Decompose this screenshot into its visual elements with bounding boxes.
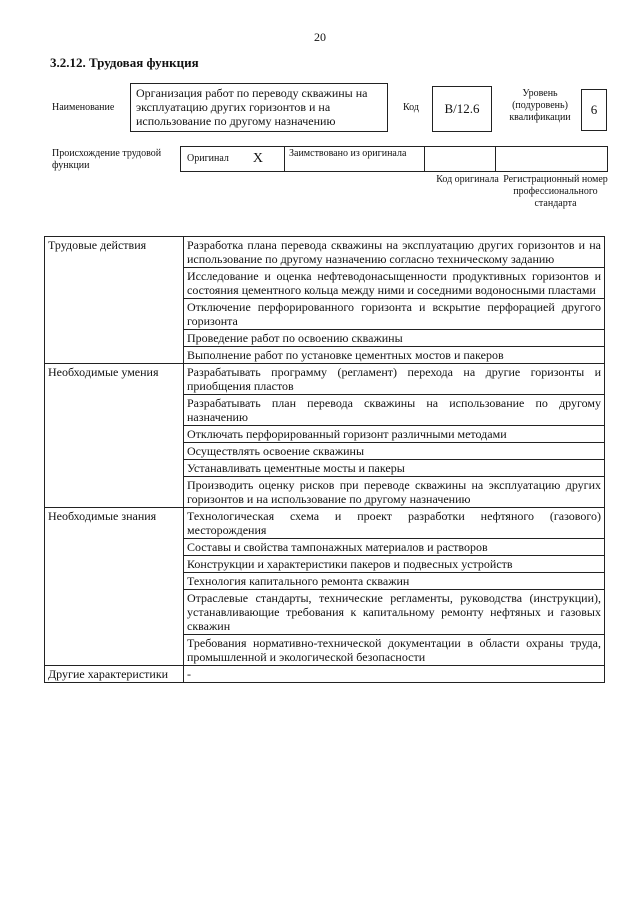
required-skills-item: Производить оценку рисков при переводе скважины на эксплуатацию других горизонтов и на использование по другому назначению: [184, 477, 605, 508]
required-knowledge-item: Отраслевые стандарты, технические регламенты, руководства (инструкции), устанавливающие требования к капитальному ремонту нефтяных и газовых скважин: [184, 590, 605, 635]
origin-label: Происхождение трудовой функции: [52, 148, 162, 171]
table-row: [45, 237, 605, 268]
qualification-level: 6: [581, 89, 607, 131]
required-skills-item: Разрабатывать план перевода скважины на использование по другому назначению: [184, 395, 605, 426]
labor-actions-item: Отключение перфорированного горизонта и вскрытие перфорацией другого горизонта: [184, 299, 605, 330]
labor-actions-item: Выполнение работ по установке цементных мостов и пакеров: [184, 347, 605, 364]
origin-reg-cell: [495, 147, 607, 171]
origin-code-cell: [424, 147, 495, 171]
function-name: Организация работ по переводу скважины на эксплуатацию других горизонтов и на использование по другому назначению: [130, 83, 388, 132]
required-skills-item: Устанавливать цементные мосты и пакеры: [184, 460, 605, 477]
table-row: [45, 364, 605, 395]
labor-actions-item: Проведение работ по освоению скважины: [184, 330, 605, 347]
origin-borrowed-label: Заимствовано из оригинала: [284, 147, 424, 171]
function-code: B/12.6: [432, 86, 492, 132]
function-table: [44, 236, 605, 683]
required-skills-item: Отключать перфорированный горизонт различными методами: [184, 426, 605, 443]
labor-actions-item: Разработка плана перевода скважины на эксплуатацию других горизонтов и на использование по другому назначению согласно техническому заданию: [184, 237, 605, 268]
origin-grid: [180, 146, 608, 172]
required-knowledge-item: Конструкции и характеристики пакеров и подвесных устройств: [184, 556, 605, 573]
required-skills-item: Осуществлять освоение скважины: [184, 443, 605, 460]
required-knowledge-item: Составы и свойства тампонажных материалов и растворов: [184, 539, 605, 556]
origin-original-cell: [181, 147, 284, 171]
other-characteristics-title: Другие характеристики: [45, 666, 184, 683]
code-label: Код: [403, 102, 419, 113]
page-number: 20: [314, 30, 326, 44]
other-characteristics-item: -: [184, 666, 605, 683]
table-row: [45, 508, 605, 539]
qualification-level-label: Уровень (подуровень) квалификации: [509, 88, 571, 123]
required-skills-item: Разрабатывать программу (регламент) перехода на другие горизонты и приобщения пластов: [184, 364, 605, 395]
labor-actions-title: Трудовые действия: [45, 237, 184, 364]
code-original-caption: Код оригинала: [436, 174, 499, 185]
required-knowledge-item: Технология капитального ремонта скважин: [184, 573, 605, 590]
section-title: 3.2.12. Трудовая функция: [50, 55, 199, 70]
required-knowledge-item: Технологическая схема и проект разработки нефтяного (газового) месторождения: [184, 508, 605, 539]
labor-actions-item: Исследование и оценка нефтеводонасыщенности продуктивных горизонтов и состояния цементного кольца между ними и соседними водоносными пластами: [184, 268, 605, 299]
origin-original-mark: X: [252, 151, 264, 166]
origin-original-label: Оригинал: [187, 153, 229, 164]
table-row: [45, 666, 605, 683]
name-label: Наименование: [52, 102, 115, 113]
required-knowledge-title: Необходимые знания: [45, 508, 184, 666]
reg-number-caption: Регистрационный номер профессионального стандарта: [503, 174, 608, 209]
required-skills-title: Необходимые умения: [45, 364, 184, 508]
required-knowledge-item: Требования нормативно-технической документации в области охраны труда, промышленной и экологической безопасности: [184, 635, 605, 666]
